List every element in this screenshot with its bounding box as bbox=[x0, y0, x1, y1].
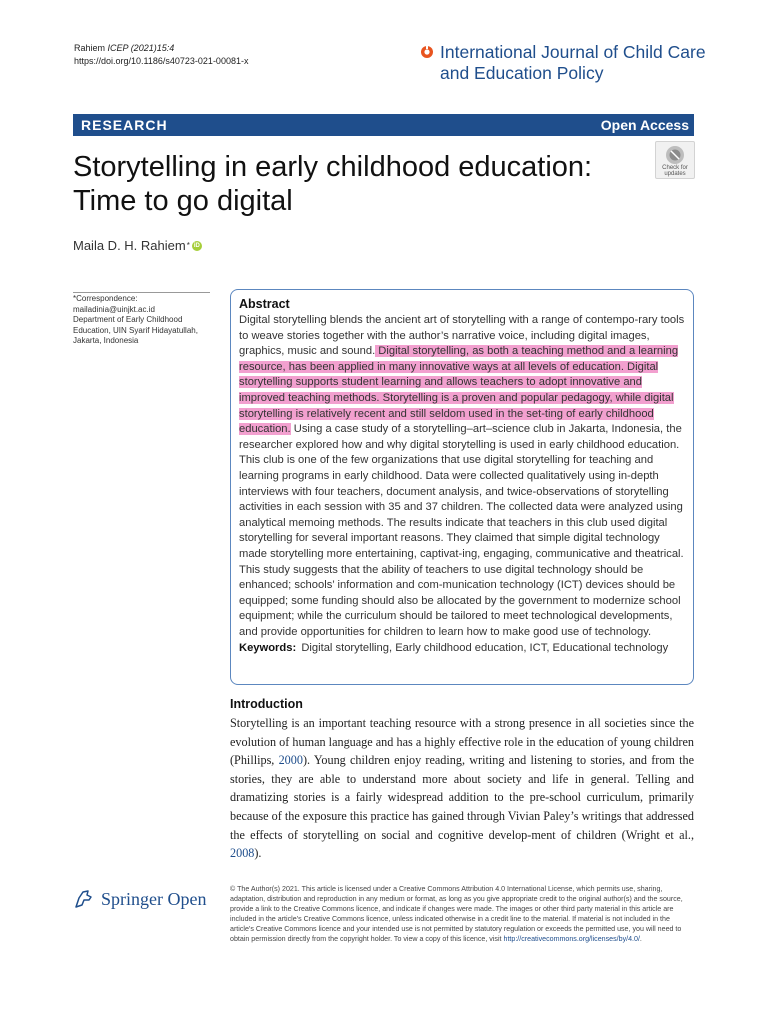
springer-open-wordmark bbox=[101, 889, 207, 910]
open-access-label: Open Access bbox=[600, 117, 689, 133]
journal-title-line1: International Journal of Child Care bbox=[440, 42, 706, 62]
abstract-text bbox=[239, 313, 685, 640]
springer-word: Springer bbox=[101, 888, 163, 909]
citation-journal: ICEP (2021)15:4 bbox=[107, 43, 175, 53]
abstract-part2: Using a case study of a storytelling–art–science club in Jakarta, Indonesia, the researcher explored how and why digital storytelling is used in early childhood education. This club is one of the few organizations that use digital storytelling for teaching and learning programs in early childhood. Data were collected qualitatively using in-depth interviews with four teachers, document analysis, and twice-observations of storytelling activities in each session with 35 and 37 children. The collected data were analyzed using analytical memoing methods. The results indicate that teachers in this club used digital storytelling for several important reasons. They claimed that simple digital technology made storytelling more entertaining, captivat-ing, engaging, communicative and theatrical. This study suggests that the ability of teachers to use digital technology should be enhanced; schools’ information and com-munication technology (ICT) devices should be equipped; some funding should also be allocated by the government to modernize school equipment; while the curriculum should be tailored to meet technological developments, and provide opportunities for children to learn how to make good use of technology. bbox=[239, 423, 684, 638]
introduction-text bbox=[230, 714, 694, 863]
citation-link-wright[interactable]: 2008 bbox=[230, 846, 255, 861]
article-title-line1: Storytelling in early childhood education: bbox=[73, 151, 593, 183]
author-corresponding-mark: * bbox=[186, 241, 190, 250]
introduction-heading: Introduction bbox=[230, 697, 303, 711]
citation bbox=[74, 42, 248, 68]
doi-link[interactable]: https://doi.org/10.1186/s40723-021-00081-x bbox=[74, 56, 249, 66]
check-for-updates-line2: updates bbox=[664, 171, 686, 177]
intro-text-1: Storytelling is an important teaching resource with a strong presence in all societies since the evolution of human language and has a highly effective role in the education of young children (Phillips, bbox=[230, 716, 694, 768]
author-line bbox=[73, 238, 202, 253]
article-type: RESEARCH bbox=[81, 117, 168, 133]
journal-title-line2: and Education Policy bbox=[440, 63, 604, 83]
keywords bbox=[239, 641, 685, 657]
open-word: Open bbox=[163, 888, 207, 909]
check-for-updates-icon bbox=[665, 145, 685, 165]
abstract-part1: Digital storytelling blends the ancient art of storytelling with a range of contempo-rary tools to weave stories together with the author’s narrative voice, including digital images, graphics, music and sound. bbox=[239, 314, 685, 358]
keywords-label: Keywords: bbox=[239, 642, 297, 655]
citation-author: Rahiem bbox=[74, 43, 108, 53]
abstract-box bbox=[230, 289, 694, 685]
journal-title[interactable] bbox=[440, 42, 706, 84]
article-type-banner bbox=[73, 114, 694, 136]
citation-link-phillips[interactable]: 2000 bbox=[278, 753, 303, 768]
springer-open-logo[interactable] bbox=[73, 888, 207, 910]
author-name[interactable]: Maila D. H. Rahiem bbox=[73, 238, 186, 253]
springer-horse-icon bbox=[73, 888, 95, 910]
correspondence-email[interactable]: mailadinia@uinjkt.ac.id bbox=[73, 304, 155, 314]
article-title-line2: Time to go digital bbox=[73, 185, 293, 217]
license-end: . bbox=[639, 935, 642, 943]
correspondence-label: *Correspondence: bbox=[73, 294, 138, 303]
check-for-updates-line1: Check for bbox=[662, 165, 688, 171]
intro-text-2: ). Young children enjoy reading, writing and listening to stories, and from the stories, they are able to understand more about society and life in general. Telling and dramatizing stories is a fairly widespread addition to the pre-school curriculum, primarily because of the exposure this practice has gained through Vivian Paley’s writings that addressed the effects of storytelling on social and cognitive develop-ment of children (Wright et al., bbox=[230, 753, 695, 842]
journal-logo-icon bbox=[420, 45, 434, 59]
journal-header bbox=[420, 42, 710, 84]
license-notice bbox=[230, 884, 694, 944]
correspondence-affiliation: Department of Early Childhood Education, UIN Syarif Hidayatullah, Jakarta, Indonesia bbox=[73, 315, 198, 345]
abstract-heading: Abstract bbox=[239, 297, 290, 311]
correspondence-block bbox=[73, 294, 213, 347]
license-link[interactable]: http://creativecommons.org/licenses/by/4.0/ bbox=[503, 935, 640, 943]
keywords-list: Digital storytelling, Early childhood education, ICT, Educational technology bbox=[301, 642, 669, 655]
intro-text-3: ). bbox=[254, 846, 262, 861]
license-text: © The Author(s) 2021. This article is licensed under a Creative Commons Attribution 4.0 International License, which permits use, sharing, adaptation, distribution and reproduction in any medium or format, as long as you give appropriate credit to the original author(s) and the source, provide a link to the Creative Commons licence, and indicate if changes were made. The images or other third party material in this article are included in the article’s Creative Commons licence, unless indicated otherwise in a credit line to the material. If material is not included in the article’s Creative Commons licence and your intended use is not permitted by statutory regulation or exceeds the permitted use, you will need to obtain permission directly from the copyright holder. To view a copy of this licence, visit bbox=[230, 885, 683, 943]
article-title bbox=[73, 150, 643, 218]
orcid-icon[interactable]: iD bbox=[193, 242, 200, 249]
check-for-updates-badge[interactable] bbox=[655, 141, 695, 179]
sidebar-divider bbox=[73, 292, 210, 293]
abstract-highlight: Digital storytelling, as both a teaching method and a learning resource, has been applied in many innovative ways at all levels of education. Digital storytelling supports student learning and allows teachers to adopt innovative and improved teaching methods. Storytelling is a proven and popular pedagogy, while digital storytelling is relatively recent and still seldom used in the set-ting of early childhood education. bbox=[239, 345, 679, 436]
